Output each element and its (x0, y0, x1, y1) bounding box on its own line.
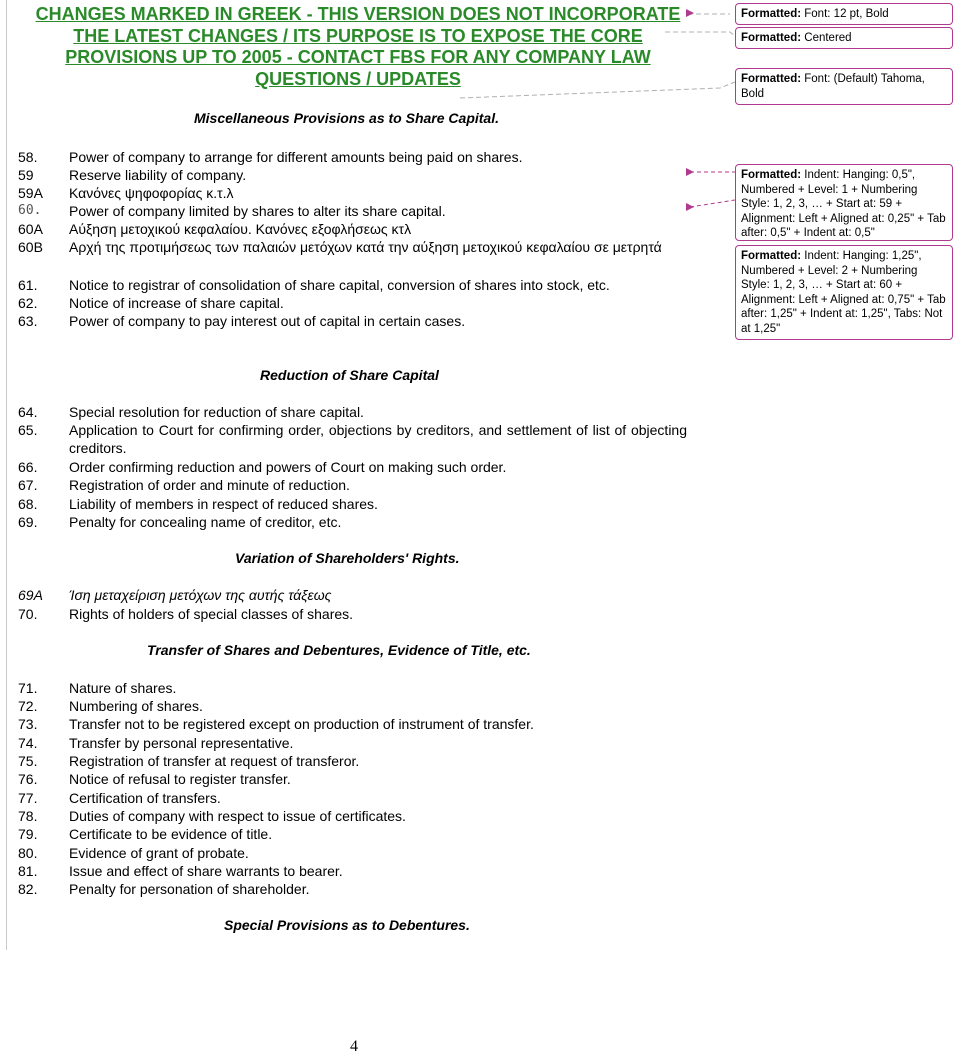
section-heading-transfer: Transfer of Shares and Debentures, Evidence of Title, etc. (147, 642, 531, 658)
item-number: 63. (18, 313, 38, 329)
item-text: Certification of transfers. (69, 790, 221, 806)
revision-comment-centered[interactable] (735, 27, 953, 49)
item-text: Registration of order and minute of reduction. (69, 477, 350, 493)
item-text: Application to Court for confirming order, objections by creditors, and settlement of list of objecting creditors. (69, 422, 687, 456)
item-text: Evidence of grant of probate. (69, 845, 249, 861)
item-number: 67. (18, 477, 38, 493)
revision-comment-indent-level-2[interactable] (735, 245, 953, 340)
banner-line-3: PROVISIONS UP TO 2005 - CONTACT FBS FOR ANY COMPANY LAW (65, 47, 651, 67)
item-text: Nature of shares. (69, 680, 177, 696)
item-text: Power of company to pay interest out of capital in certain cases. (69, 313, 466, 329)
item-text: Notice of increase of share capital. (69, 295, 284, 311)
item-text: Power of company to arrange for different amounts being paid on shares. (69, 149, 523, 165)
banner-line-4: QUESTIONS / UPDATES (255, 68, 461, 89)
item-number: 59A (18, 185, 43, 201)
banner-line-2: THE LATEST CHANGES / ITS PURPOSE IS TO EXPOSE THE CORE (73, 25, 643, 46)
item-text: Αρχή της προτιμήσεως των παλαιών μετόχων κατά την αύξηση μετοχικού κεφαλαίου σε μετρητά (69, 239, 662, 255)
item-number: 75. (18, 753, 38, 769)
item-text: Αύξηση μετοχικού κεφαλαίου. Κανόνες εξοφλήσεως κτλ (69, 221, 412, 237)
section-heading-variation: Variation of Shareholders' Rights. (235, 550, 460, 566)
item-number: 78. (18, 808, 38, 824)
item-number: 70. (18, 606, 38, 622)
comment-label: Formatted: (741, 73, 802, 85)
item-text: Issue and effect of share warrants to bearer. (69, 863, 343, 879)
item-number: 76. (18, 771, 38, 787)
item-text: Order confirming reduction and powers of Court on making such order. (69, 459, 507, 475)
comment-text: Indent: Hanging: 0,5", Numbered + Level: 1 + Numbering Style: 1, 2, 3, … + Start at: 59 + Alignment: Left + Aligned at: 0,25" + Tab after: 0,5" + Indent at: 0,5" (741, 169, 946, 239)
item-text: Liability of members in respect of reduced shares. (69, 496, 378, 512)
item-number: 77. (18, 790, 38, 806)
item-number: 81. (18, 863, 38, 879)
item-text: Notice of refusal to register transfer. (69, 771, 291, 787)
item-number: 72. (18, 698, 38, 714)
item-text: Ίση μεταχείριση μετόχων της αυτής τάξεως (69, 587, 332, 603)
item-text: Duties of company with respect to issue of certificates. (69, 808, 406, 824)
item-text: Registration of transfer at request of transferor. (69, 753, 360, 769)
banner-line-1: CHANGES MARKED IN GREEK - THIS VERSION DOES NOT INCORPORATE (35, 4, 681, 24)
page-number: 4 (350, 1038, 358, 1055)
comment-label: Formatted: (741, 8, 802, 20)
comment-text: Font: 12 pt, Bold (804, 8, 889, 20)
item-text: Special resolution for reduction of share capital. (69, 404, 364, 420)
item-number: 69A (18, 587, 43, 603)
section-heading-reduction: Reduction of Share Capital (260, 367, 439, 383)
item-number: 60B (18, 239, 43, 255)
item-number: 79. (18, 826, 38, 842)
item-text: Reserve liability of company. (69, 167, 247, 183)
comment-text: Font: (Default) Tahoma, Bold (741, 73, 925, 100)
comment-label: Formatted: (741, 250, 802, 262)
section-heading-special: Special Provisions as to Debentures. (224, 917, 470, 933)
item-text: Penalty for concealing name of creditor, etc. (69, 514, 342, 530)
item-number: 60A (18, 221, 43, 237)
item-text: Transfer not to be registered except on production of instrument of transfer. (69, 716, 534, 732)
item-text: Numbering of shares. (69, 698, 203, 714)
item-number: 65. (18, 422, 38, 438)
item-number: 71. (18, 680, 38, 696)
item-number: 74. (18, 735, 38, 751)
item-number: 59 (18, 167, 34, 183)
item-text: Power of company limited by shares to alter its share capital. (69, 203, 446, 219)
item-text: Certificate to be evidence of title. (69, 826, 273, 842)
item-number: 82. (18, 881, 38, 897)
item-number: 64. (18, 404, 38, 420)
item-text: Penalty for personation of shareholder. (69, 881, 310, 897)
item-number: 60. (18, 203, 42, 218)
revision-comment-tahoma[interactable] (735, 68, 953, 105)
item-number: 73. (18, 716, 38, 732)
item-number: 62. (18, 295, 38, 311)
item-number: 58. (18, 149, 38, 165)
item-number: 61. (18, 277, 38, 293)
revision-comment-indent-level-1[interactable] (735, 164, 953, 241)
item-text: Transfer by personal representative. (69, 735, 294, 751)
item-number: 66. (18, 459, 38, 475)
revision-comment-font[interactable] (735, 3, 953, 25)
item-number: 68. (18, 496, 38, 512)
item-text: Κανόνες ψηφοφορίας κ.τ.λ (69, 185, 234, 201)
comment-text: Centered (804, 32, 852, 44)
item-number: 80. (18, 845, 38, 861)
item-text: Notice to registrar of consolidation of share capital, conversion of shares into stock, etc. (69, 277, 610, 293)
comment-label: Formatted: (741, 32, 802, 44)
section-heading-misc: Miscellaneous Provisions as to Share Capital. (194, 110, 499, 126)
comment-text: Indent: Hanging: 1,25", Numbered + Level: 2 + Numbering Style: 1, 2, 3, … + Start at: 60 + Alignment: Left + Aligned at: 0,75" + Tab after: 1,25" + Indent at: 1,25", Tabs: Not at 1,25" (741, 250, 946, 335)
item-text: Rights of holders of special classes of shares. (69, 606, 354, 622)
comment-label: Formatted: (741, 169, 802, 181)
item-number: 69. (18, 514, 38, 530)
